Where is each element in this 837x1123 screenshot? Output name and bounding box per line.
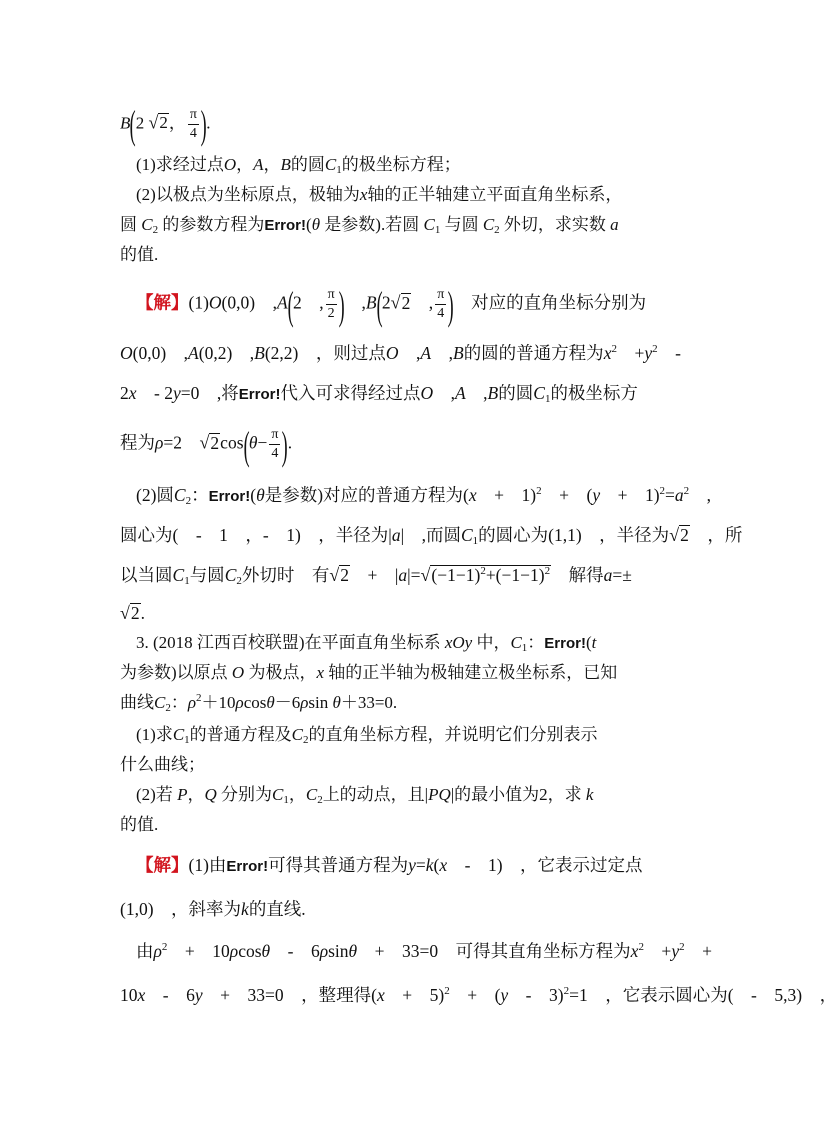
var: C [324, 155, 337, 174]
text: - 1) ，它表示过定点 [447, 855, 643, 875]
var: θ [261, 941, 271, 961]
text: ： [170, 693, 188, 712]
text: (1) [188, 292, 209, 313]
sub: 2 [152, 224, 159, 236]
text: ， [168, 113, 186, 133]
text: (0,0) , [132, 343, 189, 363]
var: B [487, 383, 499, 403]
var: ρ [153, 941, 162, 961]
text: |= [407, 565, 421, 585]
var: x [630, 941, 639, 961]
text: 曲线 [120, 693, 154, 712]
text: | ,而圆 [400, 525, 461, 545]
var: x [359, 185, 368, 204]
var: C [460, 525, 473, 545]
text: cos [220, 432, 244, 453]
sub: 2 [494, 224, 500, 236]
error-field: Error! [264, 217, 307, 234]
text: ， [187, 785, 205, 804]
sup: 2 [563, 985, 570, 997]
sub: 1 [472, 535, 479, 547]
text-line: √2. [120, 603, 146, 623]
text: 的参数方程为 [162, 215, 265, 234]
text: 的圆 [498, 383, 534, 403]
var: C [172, 725, 185, 744]
sup: 2 [444, 985, 450, 997]
text: , [411, 292, 434, 313]
var: C [305, 785, 318, 804]
text-line: 程为ρ=2 √2cos(θ− $\frac{\pi}{4}$ ). [120, 422, 293, 468]
sub: 1 [544, 393, 551, 405]
var: a [398, 565, 408, 585]
text: 2 [381, 292, 391, 313]
text: ＋33=0. [340, 693, 398, 712]
text: + 33=0 ，整理得( [202, 985, 377, 1005]
sup: 2 [683, 485, 690, 497]
text: 对应的直角坐标分别为 [453, 292, 647, 313]
text: 2 , [292, 292, 324, 313]
var: PQ [428, 785, 451, 804]
error-field: Error! [226, 858, 269, 875]
var: y [194, 985, 203, 1005]
var: C [423, 215, 435, 234]
text: , [344, 292, 366, 313]
text: + 1) [476, 485, 537, 505]
text: (1,0) ，斜率为 [120, 899, 242, 919]
text: + [616, 343, 645, 363]
text-line [136, 852, 643, 880]
sub: 2 [165, 702, 171, 714]
text: =0 ,将 [180, 383, 239, 403]
text: 的圆 [290, 155, 325, 174]
text: 的圆的普通方程为 [463, 343, 604, 363]
sup: 2 [536, 485, 542, 497]
text: 是参数)对应的普通方程为( [264, 485, 469, 505]
text: cos [243, 693, 267, 712]
sqrt-2: 2 [210, 432, 220, 453]
text: |的最小值为2，求 [450, 785, 582, 804]
var: k [425, 855, 434, 875]
text: ： [527, 633, 545, 652]
var: C [172, 565, 185, 585]
text: 外切时 有 [241, 565, 330, 585]
var: B [365, 292, 377, 313]
text: 10 [120, 985, 138, 1005]
text: - [657, 343, 681, 363]
var: xOy [444, 633, 473, 652]
sup: 2 [611, 343, 617, 355]
text-line [136, 152, 461, 178]
text: =± [612, 565, 632, 585]
fraction-pi-4: $\frac{\pi}{4}$ [437, 287, 445, 321]
text: = [665, 485, 675, 505]
text: (2,2) ，则过点 [264, 343, 386, 363]
text: + [684, 941, 712, 961]
text: ( [306, 215, 312, 234]
var: A [454, 383, 466, 403]
text: ： [191, 485, 209, 505]
text: + 1) [600, 485, 660, 505]
var: O [385, 343, 399, 363]
sub: 2 [303, 734, 309, 746]
sup: 2 [480, 565, 486, 577]
sqrt-2: 2 [401, 292, 411, 313]
fraction-pi-2: $\frac{\pi}{2}$ [327, 287, 335, 321]
var: A [276, 292, 288, 313]
text-line [120, 660, 617, 686]
text: =1 ，它表示圆心为( - 5,3) ， [569, 985, 837, 1005]
var: x [128, 383, 137, 403]
text: (1)求 [136, 725, 173, 744]
sup: 2 [659, 485, 666, 497]
sub: 1 [184, 734, 190, 746]
error-field: Error! [208, 488, 251, 505]
var: ρ [155, 432, 164, 453]
var: O [223, 155, 237, 174]
text: . [140, 603, 146, 623]
text: 的极坐标方程； [341, 155, 461, 174]
text-line [120, 242, 158, 268]
text: + ( [449, 985, 501, 1005]
var: y [408, 855, 416, 875]
var: t [591, 633, 597, 652]
text: 分别为 [221, 785, 272, 804]
var: θ [266, 693, 275, 712]
text: +(−1−1) [485, 565, 545, 585]
text: (0,2) , [198, 343, 255, 363]
var: C [141, 215, 153, 234]
text: 的直线. [248, 899, 306, 919]
sqrt-2: 2 [130, 603, 140, 623]
var: A [253, 155, 264, 174]
var: C [173, 485, 186, 505]
var: k [585, 785, 594, 804]
text: 由 [136, 941, 154, 961]
sqrt-distance [430, 565, 551, 584]
error-field: Error! [238, 386, 281, 403]
text: cos [238, 941, 262, 961]
text: 的值. [120, 245, 159, 264]
text: 与圆 [189, 565, 225, 585]
var: ρ [235, 693, 244, 712]
text: - 6 [145, 985, 195, 1005]
text: (1)求经过点 [136, 155, 224, 174]
text: (0,0) , [221, 292, 277, 313]
text: (2)以极点为坐标原点，极轴为 [136, 185, 360, 204]
var: a [610, 215, 619, 234]
text: 的值. [120, 815, 159, 834]
sup: 2 [638, 941, 644, 953]
text: - 3) [508, 985, 564, 1005]
text: , [465, 383, 488, 403]
text: 上的动点，且| [322, 785, 429, 804]
var: a [391, 525, 401, 545]
text-line: B(2 √2， $\frac{\pi}{4}$ ). [120, 102, 211, 148]
var: O [120, 343, 133, 363]
var: x [316, 663, 324, 682]
var: O [420, 383, 434, 403]
text: . [287, 432, 293, 453]
var: P [177, 785, 188, 804]
text: sin [308, 693, 329, 712]
text: . [206, 113, 211, 133]
text: , [689, 485, 712, 505]
var: x [468, 485, 477, 505]
text: 解得 [551, 565, 604, 585]
text: ，所 [689, 525, 743, 545]
var: y [671, 941, 680, 961]
text: (2)若 [136, 785, 173, 804]
var: B [452, 343, 464, 363]
var: θ [348, 941, 358, 961]
var: C [272, 785, 284, 804]
var: k [241, 899, 249, 919]
text: + [643, 941, 672, 961]
text-line [136, 482, 711, 510]
text: ， [263, 155, 281, 174]
var: C [224, 565, 237, 585]
text: (1)由 [188, 855, 227, 875]
text: 外切，求实数 [503, 215, 606, 234]
var: C [154, 693, 166, 712]
var: C [533, 383, 545, 403]
text: 圆 [120, 215, 137, 234]
sub: 2 [236, 575, 242, 587]
text: 的圆心为(1,1) ，半径为 [478, 525, 670, 545]
var: C [510, 633, 522, 652]
fraction-pi-4: $\frac{\pi}{4}$ [189, 107, 197, 141]
text: + | [350, 565, 399, 585]
text: − [257, 432, 268, 453]
text: (2)圆 [136, 485, 174, 505]
text: 为参数)以原点 [120, 663, 228, 682]
text: , [431, 343, 453, 363]
text-line [120, 212, 619, 239]
text-line [120, 340, 681, 366]
var: B [254, 343, 265, 363]
text: 轴的正半轴建立平面直角坐标系， [367, 185, 623, 204]
var: ρ [229, 941, 239, 961]
var: C [482, 215, 495, 234]
text-line [120, 690, 397, 716]
sub: 1 [434, 224, 441, 236]
text: + ( [541, 485, 593, 505]
text: 可得其普通方程为 [268, 855, 409, 875]
text: ( [585, 633, 592, 652]
text-line [136, 722, 598, 748]
solution-tag: 【解】 [136, 855, 189, 875]
text: (−1−1) [431, 565, 481, 585]
text-line [120, 982, 837, 1008]
text-line [120, 752, 205, 778]
text: 的直角坐标方程，并说明它们分别表示 [308, 725, 598, 744]
error-field: Error! [544, 635, 586, 652]
text: 为极点， [248, 663, 317, 682]
sqrt-2: 2 [680, 525, 689, 545]
sup: 2 [652, 343, 658, 355]
text-line [120, 896, 306, 922]
var: a [674, 485, 684, 505]
var: ρ [187, 693, 197, 712]
text: ， [236, 155, 254, 174]
text: 2 [135, 113, 149, 133]
text: 轴的正半轴为极轴建立极坐标系，已知 [328, 663, 618, 682]
var: ρ [319, 941, 329, 961]
sub: 2 [185, 495, 192, 507]
var: Q [204, 785, 217, 804]
text: 的极坐标方 [550, 383, 638, 403]
text: , [433, 383, 455, 403]
var: y [500, 985, 509, 1005]
text: ， [288, 785, 306, 804]
text: 圆心为( - 1 ，- 1) ，半径为| [120, 525, 392, 545]
var: y [592, 485, 601, 505]
var: θ [332, 693, 341, 712]
text: 中， [476, 633, 511, 652]
var: x [376, 985, 385, 1005]
text: 与圆 [444, 215, 479, 234]
solution-tag: 【解】 [136, 292, 189, 313]
text: + 33=0 可得其直角坐标方程为 [357, 941, 631, 961]
sub: 1 [336, 164, 342, 176]
text: ( [433, 855, 440, 875]
text: =2 [163, 432, 200, 453]
text-line [136, 938, 712, 964]
text: = [415, 855, 426, 875]
text: 2 [120, 383, 129, 403]
text: －6 [274, 693, 301, 712]
text: ＋10 [201, 693, 236, 712]
var: θ [248, 432, 258, 453]
text-line: 圆心为( - 1 ，- 1) ，半径为|a| ,而圆$C_1$的圆心为(1,1) ，半径为√2 ，所 [120, 525, 743, 547]
var: y [172, 383, 181, 403]
text-line [120, 380, 638, 408]
var: A [420, 343, 432, 363]
text: 的普通方程及 [189, 725, 292, 744]
text-line [136, 782, 593, 808]
var: O [208, 292, 222, 313]
sub: 1 [521, 642, 528, 654]
text-line [136, 182, 622, 208]
sub: 2 [317, 794, 323, 806]
sqrt-2: 2 [159, 113, 168, 133]
sup: 2 [544, 565, 551, 577]
text: - 6 [270, 941, 320, 961]
var-B: B [120, 113, 131, 133]
fraction-pi-4: $\frac{\pi}{4}$ [271, 427, 279, 461]
var: a [603, 565, 613, 585]
var: x [439, 855, 448, 875]
var: y [644, 343, 653, 363]
var: O [231, 663, 245, 682]
sup: 2 [679, 941, 685, 953]
text: - 2 [136, 383, 173, 403]
sqrt-2: 2 [340, 565, 350, 585]
text: 什么曲线； [120, 755, 205, 774]
var: B [280, 155, 291, 174]
text: ( [250, 485, 257, 505]
text-line [136, 630, 596, 657]
sup: 2 [161, 941, 168, 953]
var: C [291, 725, 304, 744]
text: 代入可求得经过点 [280, 383, 421, 403]
text-line [120, 812, 158, 838]
var: x [137, 985, 146, 1005]
text: , [398, 343, 421, 363]
text: sin [328, 941, 349, 961]
text: 3. (2018 江西百校联盟)在平面直角坐标系 [136, 633, 441, 652]
sub: 1 [283, 794, 289, 806]
text: 以当圆 [120, 565, 173, 585]
text: + 10 [167, 941, 230, 961]
var: θ [256, 485, 265, 505]
text: 是参数).若圆 [324, 215, 420, 234]
text: + 5) [384, 985, 445, 1005]
var: A [188, 343, 199, 363]
var: ρ [300, 693, 309, 712]
text-line: 以当圆$C_1$与圆$C_2$外切时 有√2 + $|a|=√(-1-1)^2+(-1-1)^2$ 解得a=± [120, 565, 632, 587]
text-line: 【解】(1)O(0,0) ,A(2 , $\frac{\pi}{2}$ ) ,B(2√2 , $\frac{\pi}{4}$ ) 对应的直角坐标分别为 [136, 282, 647, 328]
sup: 2 [196, 692, 202, 704]
var: x [603, 343, 612, 363]
var: θ [311, 215, 321, 234]
text: 程为 [120, 432, 155, 453]
sub: 1 [184, 575, 190, 587]
